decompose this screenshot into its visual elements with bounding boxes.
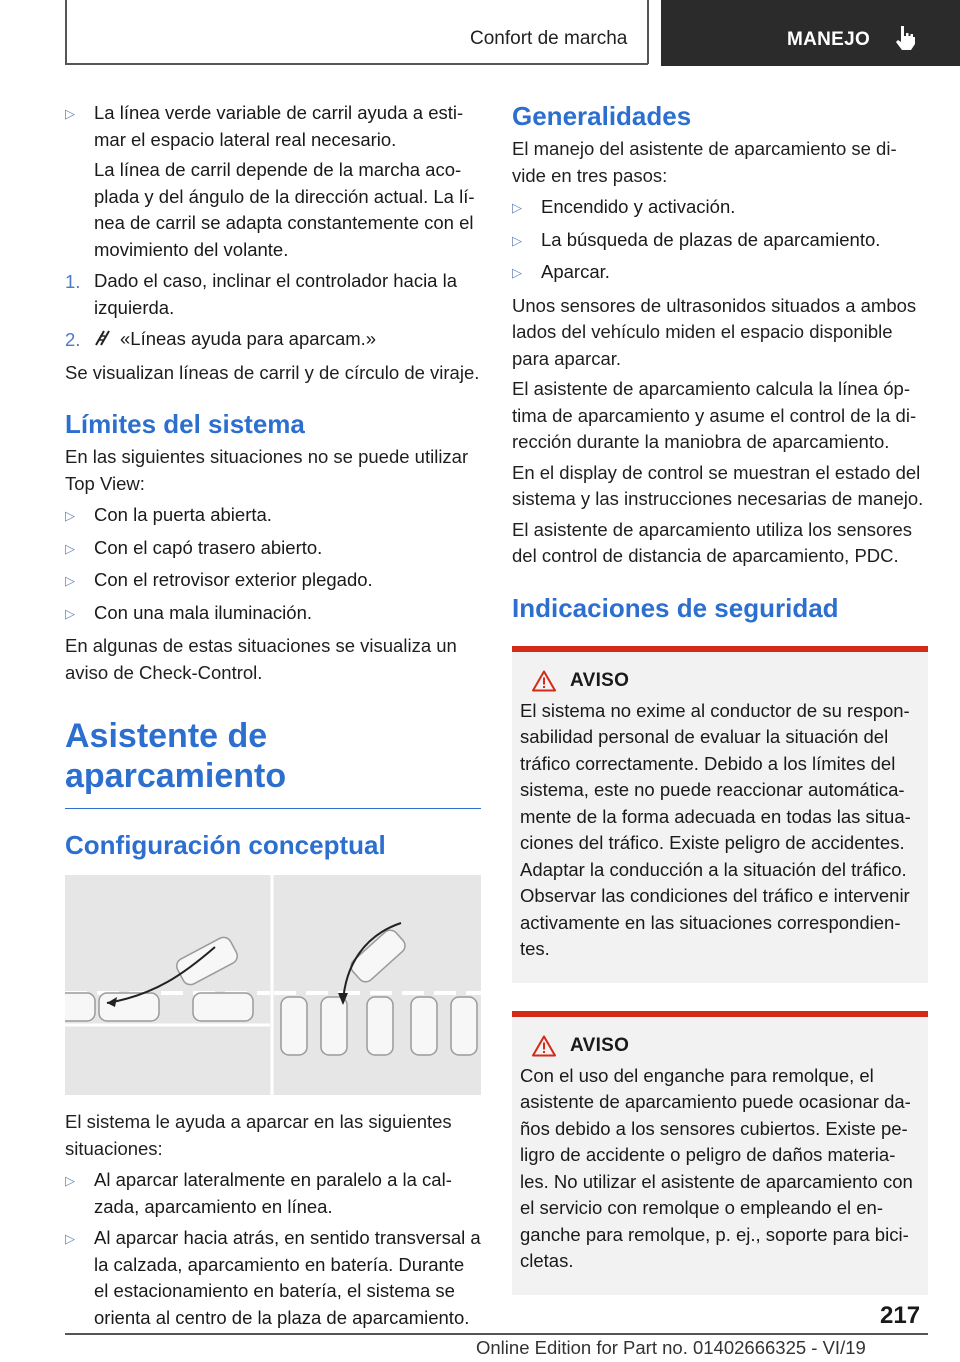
parking-illustration	[65, 875, 481, 1095]
footer-edition: Online Edition for Part no. 01402666325 - VI/19	[476, 1337, 866, 1358]
section-heading: Generalidades	[512, 101, 692, 131]
paragraph: El sistema le ayuda a aparcar en las siguientes situaciones:	[65, 1111, 452, 1159]
warning-triangle-icon	[532, 1035, 556, 1057]
hand-pointer-icon	[893, 24, 919, 52]
warning-text: El sistema no exime al conductor de su respon‐sabilidad personal de evaluar la situación del tráfico correctamente. Debido a los límites del sistema, este no puede reaccionar automática‐mente de la forma adecuada en todas las situa‐ciones del tráfico. Existe peligro de accidentes. Adaptar la conducción a la situación del tráfico. Observar las condiciones del tráfico e intervenir activamente en las situaciones correspondien‐tes.	[520, 699, 911, 959]
triangle-bullet-icon: ▷	[65, 508, 75, 523]
paragraph: En algunas de estas situaciones se visualiza un aviso de Check-Control.	[65, 635, 457, 683]
list-item: ▷ Aparcar.	[512, 259, 928, 287]
chapter-heading: Asistente de aparcamiento	[65, 716, 481, 809]
section-heading: Indicaciones de seguridad	[512, 592, 839, 623]
header-section-title: Confort de marcha	[470, 28, 628, 49]
list-item: ▷ Encendido y activación.	[512, 194, 928, 222]
section-heading: Límites del sistema	[65, 409, 305, 439]
warning-header	[520, 670, 920, 692]
warning-box	[512, 646, 928, 983]
warning-box	[512, 1011, 928, 1295]
warning-header	[520, 1035, 920, 1057]
triangle-bullet-icon: ▷	[65, 540, 75, 556]
triangle-bullet-icon: ▷	[512, 265, 522, 280]
list-item: ▷ Con una mala iluminación.	[65, 600, 481, 628]
header-left-rule	[65, 0, 67, 64]
parking-lines-icon	[94, 329, 112, 347]
triangle-bullet-icon: ▷	[65, 106, 75, 121]
header-bottom-rule	[65, 63, 648, 65]
section-heading: Configuración conceptual	[65, 830, 386, 860]
step-item: 1. Dado el caso, inclinar el controlador hacia la izquierda.	[65, 270, 458, 318]
list-item: ▷ La línea verde variable de carril ayuda a esti‐mar el espacio lateral real necesario.	[65, 100, 481, 153]
warning-title: AVISO	[570, 669, 630, 691]
triangle-bullet-icon: ▷	[65, 605, 75, 621]
list-item: ▷ Con el capó trasero abierto.	[65, 535, 481, 563]
paragraph: El asistente de aparcamiento calcula la línea óp‐tima de aparcamiento y asume el control de la di‐rección durante la maniobra de aparcamiento.	[512, 378, 917, 452]
header-chapter-title: MANEJO	[787, 29, 871, 50]
paragraph: Se visualizan líneas de carril y de círculo de viraje.	[65, 361, 480, 383]
triangle-bullet-icon: ▷	[512, 232, 522, 248]
paragraph: En las siguientes situaciones no se puede utilizar Top View:	[65, 446, 469, 494]
right-column	[512, 100, 928, 1295]
list-item: ▷ Con la puerta abierta.	[65, 502, 481, 530]
list-item: ▷ Al aparcar hacia atrás, en sentido transversal a la calzada, aparcamiento en batería. Durante el estacionamiento en batería, el sistema se orienta al centro de la plaza de aparcamiento.	[65, 1225, 481, 1331]
left-column	[65, 100, 481, 1331]
warning-title: AVISO	[570, 1034, 630, 1056]
list-item-subtext: La línea de carril depende de la marcha aco‐plada y del ángulo de la dirección actual. La lí‐nea de carril se adapta constantemente con el movimiento del volante.	[94, 159, 475, 260]
list-item: ▷ Con el retrovisor exterior plegado.	[65, 567, 481, 595]
triangle-bullet-icon: ▷	[65, 1231, 75, 1246]
list-item: ▷ Al aparcar lateralmente en paralelo a la cal‐zada, aparcamiento en línea.	[65, 1167, 481, 1220]
step-item: 2. «Líneas ayuda para aparcam.»	[65, 328, 377, 350]
paragraph: En el display de control se muestran el estado del sistema y las instrucciones necesarias de manejo.	[512, 461, 924, 509]
triangle-bullet-icon: ▷	[65, 573, 75, 588]
footer-rule	[65, 1333, 928, 1335]
paragraph: El manejo del asistente de aparcamiento se di‐vide en tres pasos:	[512, 138, 897, 186]
warning-triangle-icon	[532, 670, 556, 692]
header-divider	[647, 0, 649, 64]
page-number: 217	[880, 1302, 921, 1329]
triangle-bullet-icon: ▷	[65, 1173, 75, 1188]
paragraph: El asistente de aparcamiento utiliza los sensores del control de distancia de aparcamiento, PDC.	[512, 518, 913, 566]
warning-text: Con el uso del enganche para remolque, el asistente de aparcamiento puede ocasionar da‐ños debido a los sensores cubiertos. Existe pe‐ligro de accidente o peligro de daños materia‐les. No utilizar el asistente de aparcamiento con el servicio con remolque o empleando el en‐ganche para remolque, p. ej., soporte para bici‐cletas.	[520, 1064, 913, 1271]
paragraph: Unos sensores de ultrasonidos situados a ambos lados del vehículo miden el espacio disponible para aparcar.	[512, 294, 917, 369]
list-item: ▷ La búsqueda de plazas de aparcamiento.	[512, 227, 928, 255]
parking-diagram-svg	[65, 875, 481, 1095]
triangle-bullet-icon: ▷	[512, 200, 522, 215]
